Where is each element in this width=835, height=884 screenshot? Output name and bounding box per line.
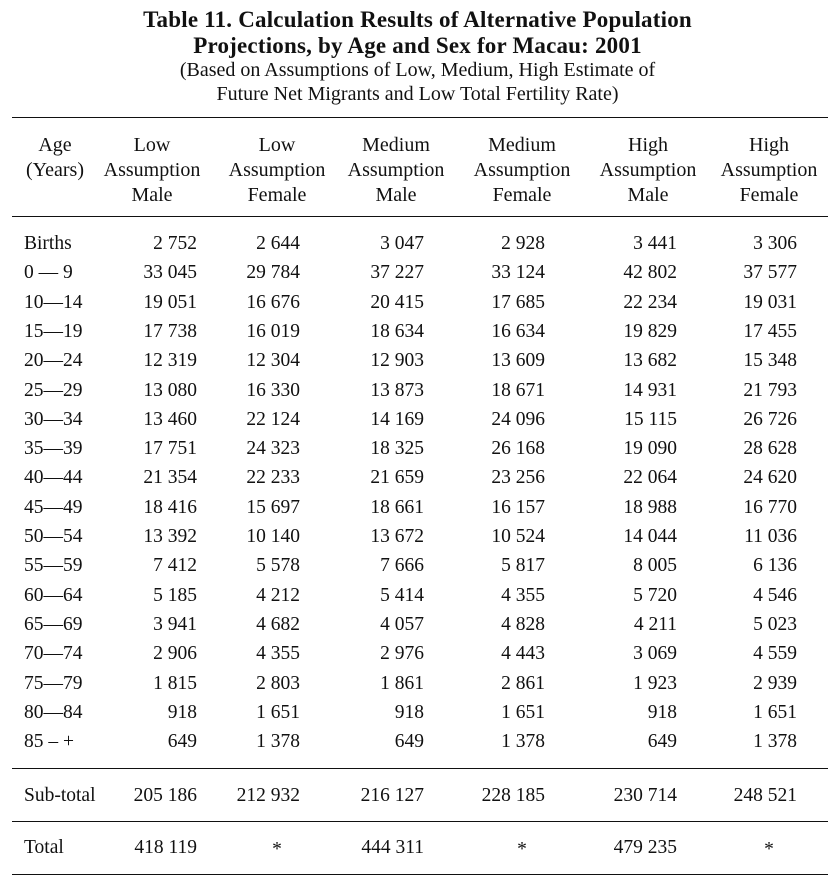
- table-cell: 4 828: [501, 613, 545, 635]
- table-cell: 4 212: [256, 584, 300, 606]
- table-cell: 15 697: [246, 496, 300, 518]
- table-cell: 14 169: [370, 408, 424, 430]
- table-cell: 22 233: [246, 467, 300, 489]
- table-cell: 14 931: [623, 379, 677, 401]
- table-cell: 17 738: [143, 320, 197, 342]
- table-cell: 37 227: [370, 262, 424, 284]
- table-cell: 12 903: [370, 350, 424, 372]
- table-cell: 37 577: [743, 262, 797, 284]
- table-cell: 17 685: [491, 291, 545, 313]
- table-cell: 18 325: [370, 438, 424, 460]
- column-header-line: Assumption: [228, 159, 326, 181]
- table-cell: 1 861: [380, 672, 424, 694]
- table-cell: 5 817: [501, 555, 545, 577]
- subtotal-cell: 228 185: [481, 785, 545, 806]
- table-cell: 1 378: [256, 731, 300, 753]
- subtotal-label: Sub-total: [24, 785, 96, 806]
- table-cell: 1 378: [501, 731, 545, 753]
- table-cell: 11 036: [744, 526, 797, 547]
- table-cell: 26 726: [743, 408, 797, 430]
- table-cell: 13 682: [623, 350, 677, 372]
- column-header-line: Low: [133, 134, 171, 156]
- age-group-label: 10—14: [24, 291, 83, 313]
- table-cell: 15 348: [743, 350, 797, 372]
- total-cell: 418 119: [134, 837, 197, 858]
- table-cell: 1 651: [256, 701, 300, 723]
- table-cell: 33 124: [491, 262, 545, 284]
- table-cell: 19 031: [743, 291, 797, 313]
- table-cell: 33 045: [143, 262, 197, 284]
- age-group-label: 45—49: [24, 496, 83, 518]
- table-cell: 16 634: [491, 320, 545, 342]
- table-cell: 15 115: [624, 408, 677, 430]
- table-cell: 2 939: [753, 672, 797, 694]
- table-cell: 13 609: [491, 350, 545, 372]
- age-group-label: 0 — 9: [24, 262, 73, 284]
- table-cell: 28 628: [743, 438, 797, 460]
- age-group-label: 15—19: [24, 320, 83, 342]
- age-group-label: 25—29: [24, 379, 83, 401]
- total-label: Total: [24, 837, 64, 858]
- subtotal-cell: 205 186: [133, 785, 197, 806]
- table-cell: 5 578: [256, 555, 300, 577]
- table-cell: 18 416: [143, 496, 197, 518]
- subtotal-cell: 230 714: [613, 785, 677, 806]
- age-group-label: 75—79: [24, 672, 83, 694]
- column-header-line: Female: [492, 184, 552, 206]
- table-cell: 4 559: [753, 643, 797, 665]
- table-cell: 2 928: [501, 233, 545, 254]
- table-cell: 24 620: [743, 467, 797, 489]
- age-group-label: 70—74: [24, 643, 83, 665]
- table-cell: 8 005: [633, 555, 677, 577]
- table-cell: 23 256: [491, 467, 545, 489]
- table-cell: 22 064: [623, 467, 677, 489]
- table-cell: 7 666: [380, 555, 424, 577]
- table-cell: 3 441: [633, 233, 677, 254]
- table-cell: 21 659: [370, 467, 424, 489]
- table-cell: 5 185: [153, 584, 197, 606]
- table-cell: 16 157: [491, 496, 545, 518]
- table-cell: 16 330: [246, 379, 300, 401]
- table-cell: 1 815: [153, 672, 197, 694]
- age-group-label: 50—54: [24, 526, 83, 547]
- table-cell: 16 676: [246, 291, 300, 313]
- table-cell: 24 096: [491, 408, 545, 430]
- table-cell: 42 802: [623, 262, 677, 284]
- table-cell: 10 524: [491, 526, 545, 547]
- age-group-label: 65—69: [24, 613, 83, 635]
- table-cell: 2 861: [501, 672, 545, 694]
- bottom-rule: [12, 874, 828, 875]
- table-cell: 2 906: [153, 643, 197, 665]
- table-cell: 19 829: [623, 320, 677, 342]
- table-cell: 6 136: [753, 555, 797, 577]
- table-cell: 5 414: [380, 584, 424, 606]
- table-cell: 12 319: [143, 350, 197, 372]
- total-cell: *: [764, 839, 774, 860]
- table-cell: 14 044: [623, 526, 677, 547]
- table-cell: 4 057: [380, 613, 424, 635]
- table-cell: 13 392: [143, 526, 197, 547]
- table-cell: 649: [167, 731, 197, 753]
- table-cell: 4 443: [501, 643, 545, 665]
- table-cell: 918: [167, 701, 197, 723]
- age-group-label: Births: [24, 233, 72, 254]
- table-cell: 649: [647, 731, 677, 753]
- table-cell: 10 140: [246, 526, 300, 547]
- table-cell: 1 651: [501, 701, 545, 723]
- column-header-line: Assumption: [473, 159, 571, 181]
- table-cell: 2 803: [256, 672, 300, 694]
- column-header-line: Assumption: [347, 159, 445, 181]
- age-group-label: 30—34: [24, 408, 83, 430]
- total-cell: *: [272, 839, 282, 860]
- table-cell: 1 651: [753, 701, 797, 723]
- column-header-line: Assumption: [599, 159, 697, 181]
- table-cell: 26 168: [491, 438, 545, 460]
- table-cell: 4 682: [256, 613, 300, 635]
- table-cell: 7 412: [153, 555, 197, 577]
- column-header-line: Medium: [362, 134, 430, 156]
- table-cell: 1 923: [633, 672, 677, 694]
- column-header-line: Female: [247, 184, 307, 206]
- table-cell: 12 304: [246, 350, 300, 372]
- table-cell: 13 672: [370, 526, 424, 547]
- table-cell: 13 080: [143, 379, 197, 401]
- table-cell: 918: [394, 701, 424, 723]
- table-cell: 22 124: [246, 408, 300, 430]
- header-rule: [12, 216, 828, 217]
- column-header-line: Low: [258, 134, 296, 156]
- subtotal-cell: 248 521: [733, 785, 797, 806]
- table-cell: 29 784: [246, 262, 300, 284]
- table-cell: 20 415: [370, 291, 424, 313]
- age-group-label: 55—59: [24, 555, 83, 577]
- age-group-label: 20—24: [24, 350, 83, 372]
- column-header: [689, 133, 835, 208]
- table-cell: 2 976: [380, 643, 424, 665]
- age-group-label: 35—39: [24, 438, 83, 460]
- total-cell: 444 311: [361, 837, 424, 858]
- column-header-line: Male: [627, 184, 669, 206]
- subtotal-cell: 212 932: [236, 785, 300, 806]
- total-cell: 479 235: [613, 837, 677, 858]
- table-title-line1: Table 11. Calculation Results of Alternative Population: [143, 7, 692, 32]
- table-cell: 22 234: [623, 291, 677, 313]
- table-cell: 2 644: [256, 233, 300, 254]
- column-header-line: High: [749, 134, 789, 156]
- body-bottom-rule: [12, 768, 828, 769]
- column-header-line: Female: [739, 184, 799, 206]
- table-cell: 24 323: [246, 438, 300, 460]
- table-cell: 19 051: [143, 291, 197, 313]
- subtotal-rule: [12, 821, 828, 822]
- table-cell: 3 306: [753, 233, 797, 254]
- column-header-line: (Years): [26, 159, 84, 181]
- table-cell: 16 019: [246, 320, 300, 342]
- age-group-label: 60—64: [24, 584, 83, 606]
- table-cell: 13 873: [370, 379, 424, 401]
- table-cell: 17 751: [143, 438, 197, 460]
- table-cell: 3 941: [153, 613, 197, 635]
- table-cell: 18 671: [491, 379, 545, 401]
- table-cell: 5 720: [633, 584, 677, 606]
- table-cell: 4 355: [256, 643, 300, 665]
- table-cell: 13 460: [143, 408, 197, 430]
- column-header-line: Assumption: [103, 159, 201, 181]
- age-group-label: 80—84: [24, 701, 83, 723]
- table-cell: 4 355: [501, 584, 545, 606]
- table-subtitle-line2: Future Net Migrants and Low Total Fertility Rate): [216, 83, 619, 105]
- table-cell: 18 661: [370, 496, 424, 518]
- column-header-line: Medium: [488, 134, 556, 156]
- subtotal-cell: 216 127: [360, 785, 424, 806]
- table-cell: 21 793: [743, 379, 797, 401]
- table-cell: 16 770: [743, 496, 797, 518]
- column-header-line: Male: [375, 184, 417, 206]
- table-cell: 19 090: [623, 438, 677, 460]
- column-header-line: Assumption: [720, 159, 818, 181]
- table-cell: 2 752: [153, 233, 197, 254]
- total-cell: *: [517, 839, 527, 860]
- column-header-line: Age: [38, 134, 72, 156]
- top-rule: [12, 117, 828, 118]
- table-cell: 18 988: [623, 496, 677, 518]
- table-subtitle-line1: (Based on Assumptions of Low, Medium, High Estimate of: [179, 59, 656, 81]
- table-cell: 3 069: [633, 643, 677, 665]
- age-group-label: 85 – +: [24, 731, 74, 753]
- table-cell: 17 455: [743, 320, 797, 342]
- column-header-line: Male: [131, 184, 173, 206]
- column-header-line: High: [628, 134, 668, 156]
- age-group-label: 40—44: [24, 467, 83, 489]
- table-cell: 918: [647, 701, 677, 723]
- table-cell: 3 047: [380, 233, 424, 254]
- table-cell: 18 634: [370, 320, 424, 342]
- table-cell: 4 211: [633, 613, 677, 635]
- table-title-line2: Projections, by Age and Sex for Macau: 2001: [193, 33, 642, 58]
- table-cell: 5 023: [753, 613, 797, 635]
- table-cell: 4 546: [753, 584, 797, 606]
- table-cell: 649: [394, 731, 424, 753]
- table-cell: 1 378: [753, 731, 797, 753]
- table-cell: 21 354: [143, 467, 197, 489]
